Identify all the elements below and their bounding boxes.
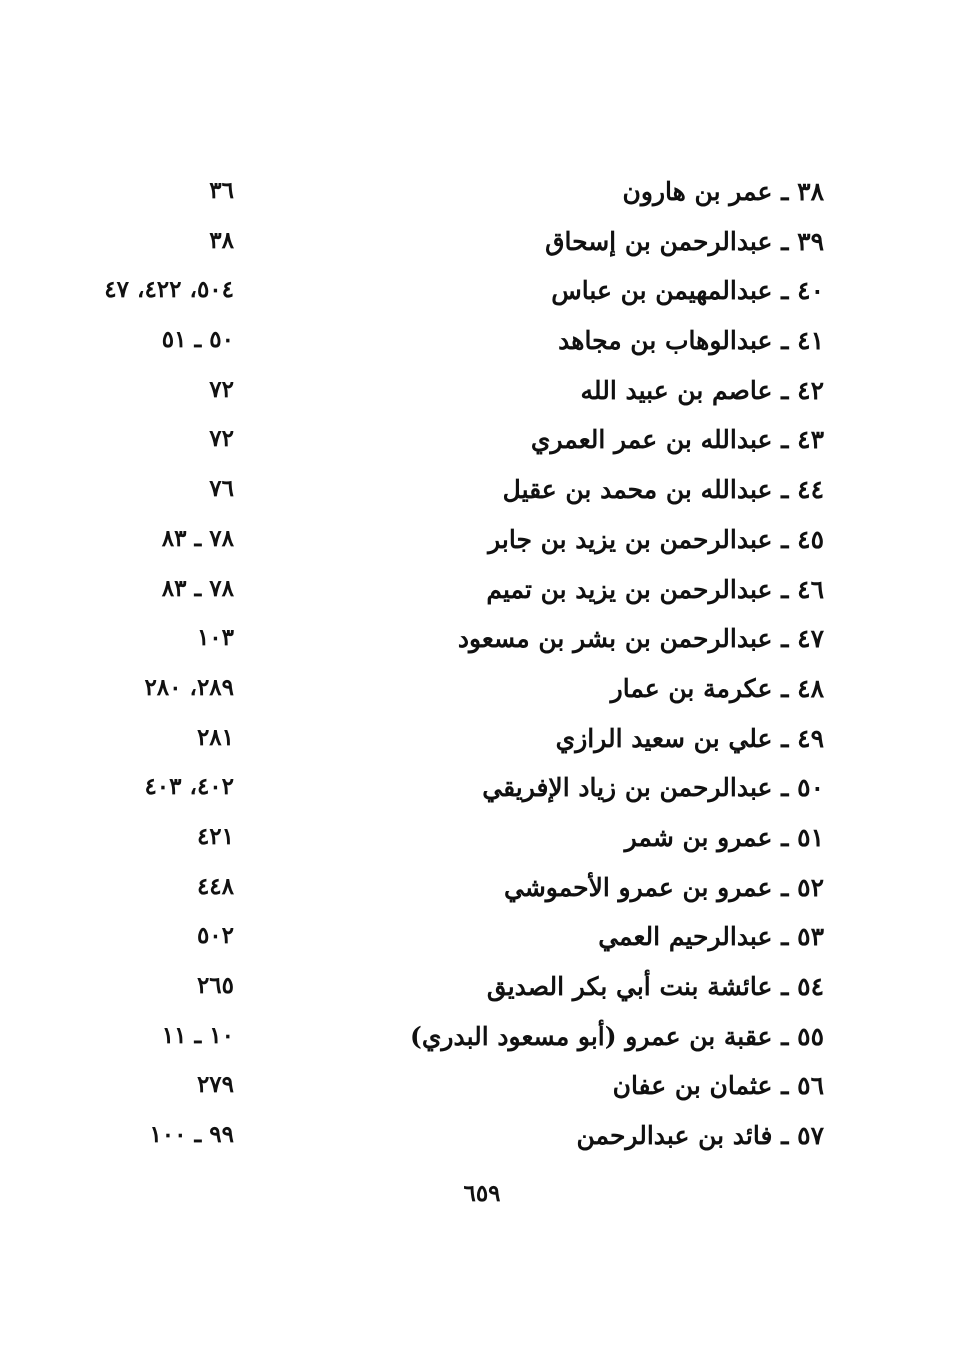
index-entry — [0, 221, 964, 271]
entry-page-refs: ٥٠٤، ٤٢٢، ٤٧ — [104, 276, 234, 304]
entry-name: ٥٧ ـ فائد بن عبدالرحمن — [576, 1121, 824, 1151]
entry-name: ٤٢ ـ عاصم بن عبيد الله — [580, 375, 824, 405]
index-entry — [0, 270, 964, 320]
entry-page-refs: ٥٠ ـ ٥١ — [161, 326, 234, 354]
index-entry — [0, 1065, 964, 1115]
entry-page-refs: ٧٨ ـ ٨٣ — [161, 574, 234, 602]
entry-page-refs: ٤٢١ — [196, 822, 234, 850]
index-entry — [0, 817, 964, 867]
index-entry — [0, 519, 964, 569]
entry-page-refs: ١٠٣ — [196, 624, 234, 652]
entry-page-refs: ٣٨ — [209, 226, 234, 254]
entry-name: ٤٧ ـ عبدالرحمن بن بشر بن مسعود — [457, 624, 824, 654]
index-entry — [0, 320, 964, 370]
index-entry — [0, 1016, 964, 1066]
entry-page-refs: ٥٠٢ — [196, 922, 234, 950]
index-entry — [0, 916, 964, 966]
entry-page-refs: ٤٠٢، ٤٠٣ — [144, 773, 234, 801]
narrator-index-list — [0, 171, 964, 1165]
index-entry — [0, 618, 964, 668]
index-entry — [0, 718, 964, 768]
entry-name: ٣٨ ـ عمر بن هارون — [622, 177, 824, 206]
entry-name: ٤٣ ـ عبدالله بن عمر العمري — [530, 425, 824, 455]
index-entry — [0, 966, 964, 1016]
entry-name: ٤٩ ـ علي بن سعيد الرازي — [555, 723, 824, 753]
entry-page-refs: ٩٩ ـ ١٠٠ — [149, 1121, 234, 1149]
entry-page-refs: ١٠ ـ ١١ — [161, 1021, 234, 1049]
entry-name: ٤٠ ـ عبدالمهيمن بن عباس — [551, 276, 824, 306]
entry-page-refs: ٣٦ — [209, 177, 234, 204]
entry-page-refs: ٢٦٥ — [196, 972, 234, 999]
page-number: ٦٥٩ — [463, 1180, 501, 1207]
entry-page-refs: ٢٧٩ — [196, 1071, 234, 1099]
entry-page-refs: ٧٢ — [209, 425, 234, 453]
entry-page-refs: ٧٨ ـ ٨٣ — [161, 524, 234, 552]
entry-name: ٤١ ـ عبدالوهاب بن مجاهد — [558, 326, 824, 356]
entry-name: ٥١ ـ عمرو بن شمر — [624, 822, 824, 852]
entry-name: ٥٤ ـ عائشة بنت أبي بكر الصديق — [486, 972, 824, 1001]
index-entry — [0, 1115, 964, 1165]
entry-name: ٥٥ ـ عقبة بن عمرو (أبو مسعود البدري) — [410, 1021, 824, 1051]
entry-name: ٥٦ ـ عثمان بن عفان — [612, 1071, 824, 1101]
entry-name: ٥٢ ـ عمرو بن عمرو الأحموشي — [504, 872, 824, 902]
entry-page-refs: ٢٨١ — [196, 723, 234, 751]
entry-name: ٣٩ ـ عبدالرحمن بن إسحاق — [545, 226, 824, 256]
index-entry — [0, 767, 964, 817]
entry-name: ٥٣ ـ عبدالرحيم العمي — [598, 922, 824, 952]
index-entry — [0, 867, 964, 917]
entry-name: ٤٥ ـ عبدالرحمن بن يزيد بن جابر — [488, 524, 824, 554]
entry-name: ٥٠ ـ عبدالرحمن بن زياد الإفريقي — [482, 773, 824, 803]
entry-page-refs: ٧٦ — [209, 475, 234, 503]
index-entry — [0, 469, 964, 519]
index-entry — [0, 171, 964, 221]
entry-page-refs: ٤٤٨ — [196, 872, 234, 900]
index-entry — [0, 419, 964, 469]
entry-page-refs: ٧٢ — [209, 375, 234, 403]
index-entry — [0, 370, 964, 420]
entry-page-refs: ٢٨٩، ٢٨٠ — [144, 673, 234, 701]
entry-name: ٤٦ ـ عبدالرحمن بن يزيد بن تميم — [486, 574, 824, 604]
index-entry — [0, 668, 964, 718]
entry-name: ٤٤ ـ عبدالله بن محمد بن عقيل — [502, 475, 824, 505]
entry-name: ٤٨ ـ عكرمة بن عمار — [610, 673, 824, 703]
index-entry — [0, 569, 964, 619]
